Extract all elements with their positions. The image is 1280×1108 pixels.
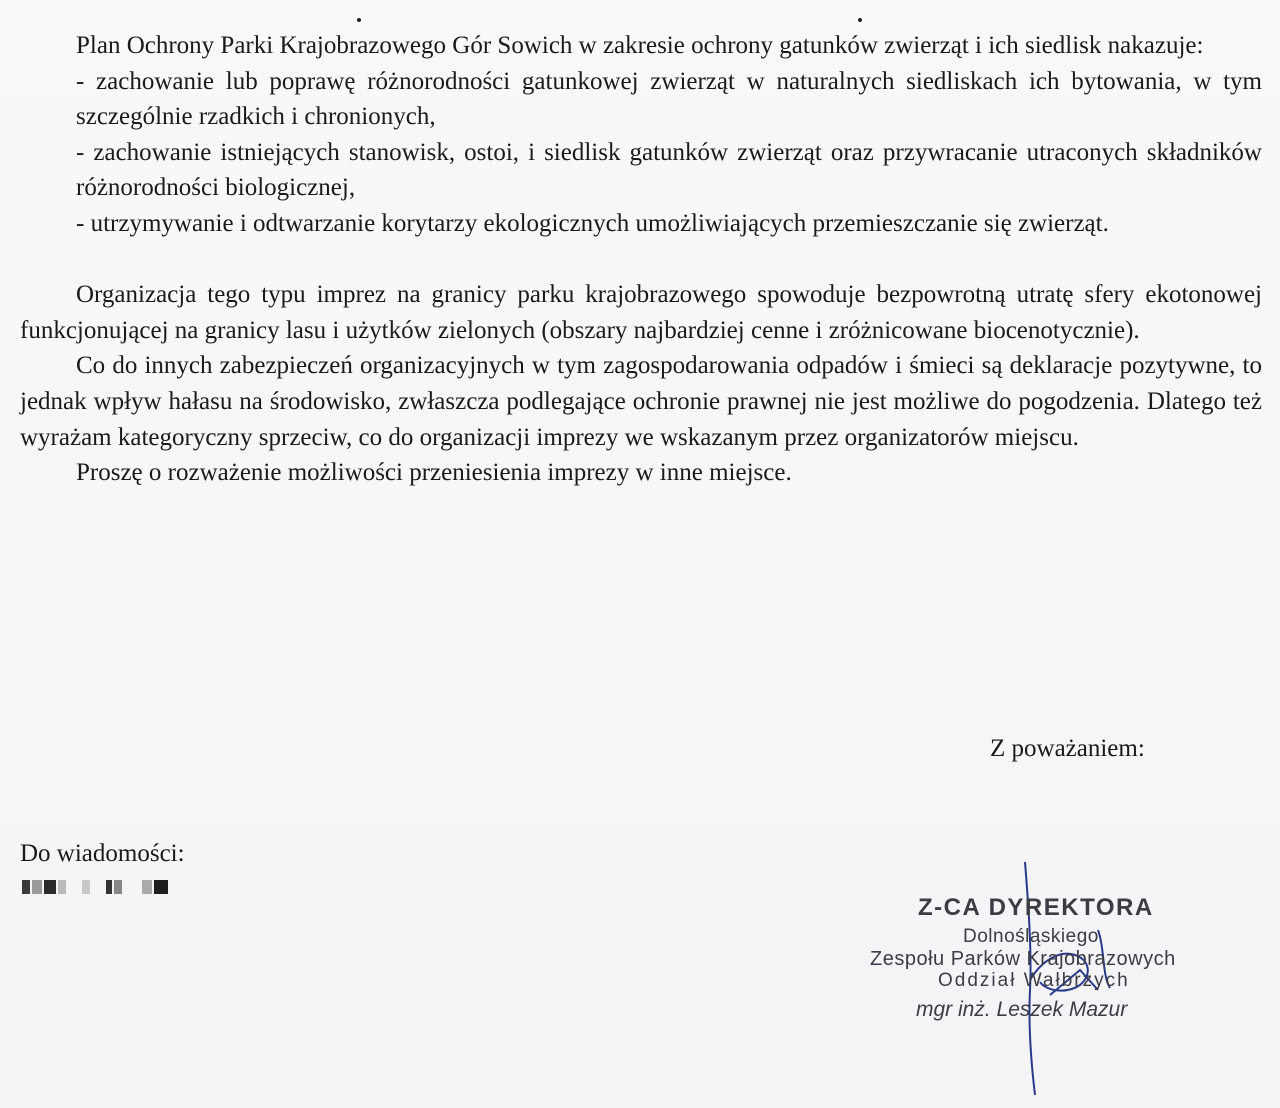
closing-salutation: Z poważaniem: <box>990 735 1145 762</box>
cc-label: Do wiadomości: <box>20 840 185 867</box>
stamp-branch: Oddział Wałbrzych <box>938 970 1130 991</box>
list-item: - zachowanie lub poprawę różnorodności gatunkowej zwierząt w naturalnych siedliskach ich bytowania, w tym szczególnie rzadkich i chronionych, <box>76 67 1262 131</box>
stamp-title: Z-CA DYREKTORA <box>918 894 1154 921</box>
intro-paragraph: Plan Ochrony Parki Krajobrazowego Gór Sowich w zakresie ochrony gatunków zwierząt i ich siedlisk nakazuje: <box>76 32 1204 59</box>
scan-dot <box>858 18 862 22</box>
scan-dot <box>357 18 361 22</box>
requirements-list <box>20 64 1262 242</box>
official-stamp <box>868 890 1228 1040</box>
letter-body <box>20 28 1262 491</box>
redacted-recipient <box>22 877 168 895</box>
stamp-region: Dolnośląskiego <box>963 926 1099 947</box>
body-paragraph: Proszę o rozważenie możliwości przeniesienia imprezy w inne miejsce. <box>76 459 792 487</box>
stamp-organization: Zespołu Parków Krajobrazowych <box>870 948 1176 970</box>
body-paragraph: Organizacja tego typu imprez na granicy parku krajobrazowego spowoduje bezpowrotną utratę sfery ekotonowej funkcjonującej na granicy lasu i użytków zielonych (obszary najbardziej cenne i zróżnicowane biocenotycznie). <box>20 281 1262 344</box>
body-paragraph: Co do innych zabezpieczeń organizacyjnych w tym zagospodarowania odpadów i śmieci są deklaracje pozytywne, to jednak wpływ hałasu na środowisko, zwłaszcza podlegające ochronie prawnej nie jest możliwe do pogodzenia. Dlatego też wyrażam kategoryczny sprzeciw, co do organizacji imprezy we wskazanym przez organizatorów miejscu. <box>20 352 1262 451</box>
list-item: - zachowanie istniejących stanowisk, ostoi, i siedlisk gatunków zwierząt oraz przywracanie utraconych składników różnorodności biologicznej, <box>76 138 1262 202</box>
paragraph-gap <box>20 242 1262 278</box>
list-item: - utrzymywanie i odtwarzanie korytarzy ekologicznych umożliwiających przemieszczanie się zwierząt. <box>76 209 1109 237</box>
stamp-signatory: mgr inż. Leszek Mazur <box>916 998 1128 1021</box>
